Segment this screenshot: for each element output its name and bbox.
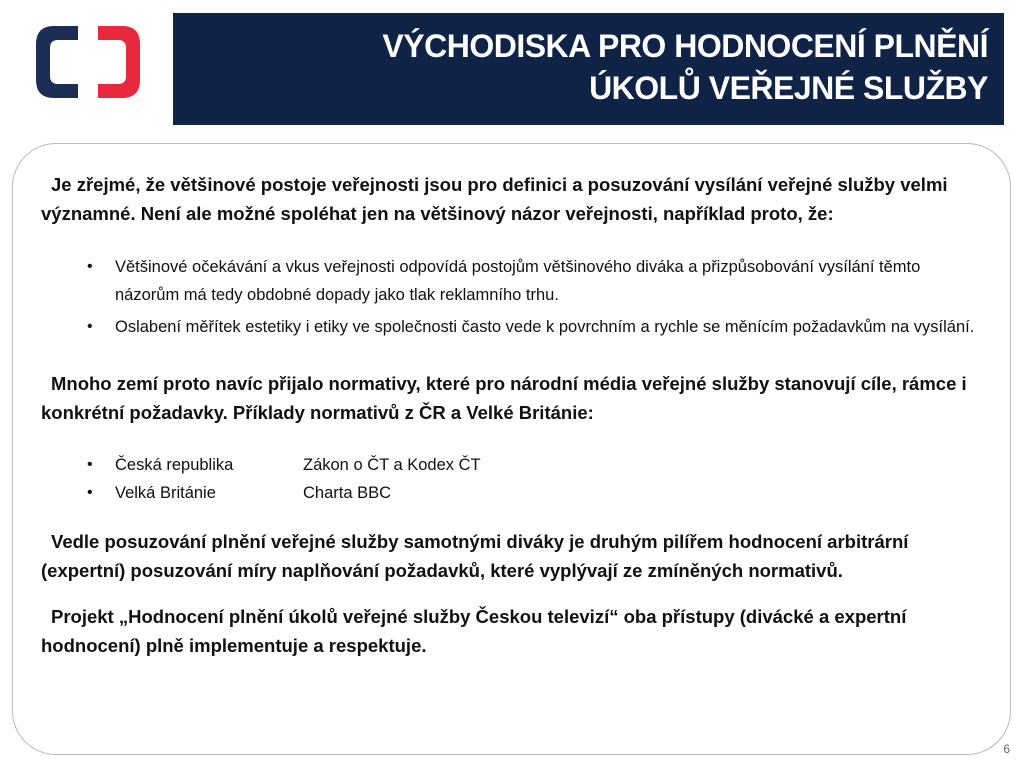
list-item bbox=[87, 479, 986, 507]
content-panel bbox=[12, 143, 1011, 755]
list-item-text: Většinové očekávání a vkus veřejnosti odpovídá postojům většinového diváka a přizpůsobování vysílání těmto názorům má tedy obdobné dopady jako tlak reklamního trhu. bbox=[115, 258, 921, 304]
normatives-list bbox=[41, 451, 986, 507]
normative-docs: Zákon o ČT a Kodex ČT bbox=[303, 456, 481, 474]
country-label: Česká republika bbox=[115, 456, 234, 474]
normative-docs: Charta BBC bbox=[303, 484, 392, 502]
list-item bbox=[87, 313, 986, 341]
intro-paragraph: Je zřejmé, že většinové postoje veřejnosti jsou pro definici a posuzování vysílání veřejné služby velmi významné. Není ale možné spoléhat jen na většinový názor veřejnosti, například proto, že: bbox=[41, 174, 948, 224]
bullet-icon: • bbox=[87, 258, 93, 275]
bullet-icon: • bbox=[87, 484, 93, 501]
title-banner bbox=[173, 13, 1004, 125]
ct-logo-icon bbox=[28, 20, 148, 104]
reasons-list bbox=[41, 253, 986, 341]
list-item bbox=[87, 253, 986, 309]
bullet-icon: • bbox=[87, 456, 93, 473]
country-label: Velká Británie bbox=[115, 484, 216, 502]
page-title-line-1: VÝCHODISKA PRO HODNOCENÍ PLNĚNÍ bbox=[382, 28, 988, 64]
bullet-icon: • bbox=[87, 318, 93, 335]
list-item-text: Oslabení měřítek estetiky i etiky ve společnosti často vede k povrchním a rychle se měnícím požadavkům na vysílání. bbox=[115, 318, 975, 336]
normatives-paragraph: Mnoho zemí proto navíc přijalo normativy, které pro národní média veřejné služby stanovují cíle, rámce i konkrétní požadavky. Příklady normativů z ČR a Velké Británie: bbox=[41, 373, 967, 423]
list-item bbox=[87, 451, 986, 479]
project-paragraph: Projekt „Hodnocení plnění úkolů veřejné služby Českou televizí“ oba přístupy (divácké a expertní hodnocení) plně implementuje a respektuje. bbox=[41, 606, 907, 656]
page-number: 6 bbox=[1003, 742, 1010, 756]
page-title-line-2: ÚKOLŮ VEŘEJNÉ SLUŽBY bbox=[589, 70, 988, 106]
expert-paragraph: Vedle posuzování plnění veřejné služby samotnými diváky je druhým pilířem hodnocení arbitrární (expertní) posuzování míry naplňování požadavků, které vyplývají ze zmíněných normativů. bbox=[41, 531, 909, 581]
